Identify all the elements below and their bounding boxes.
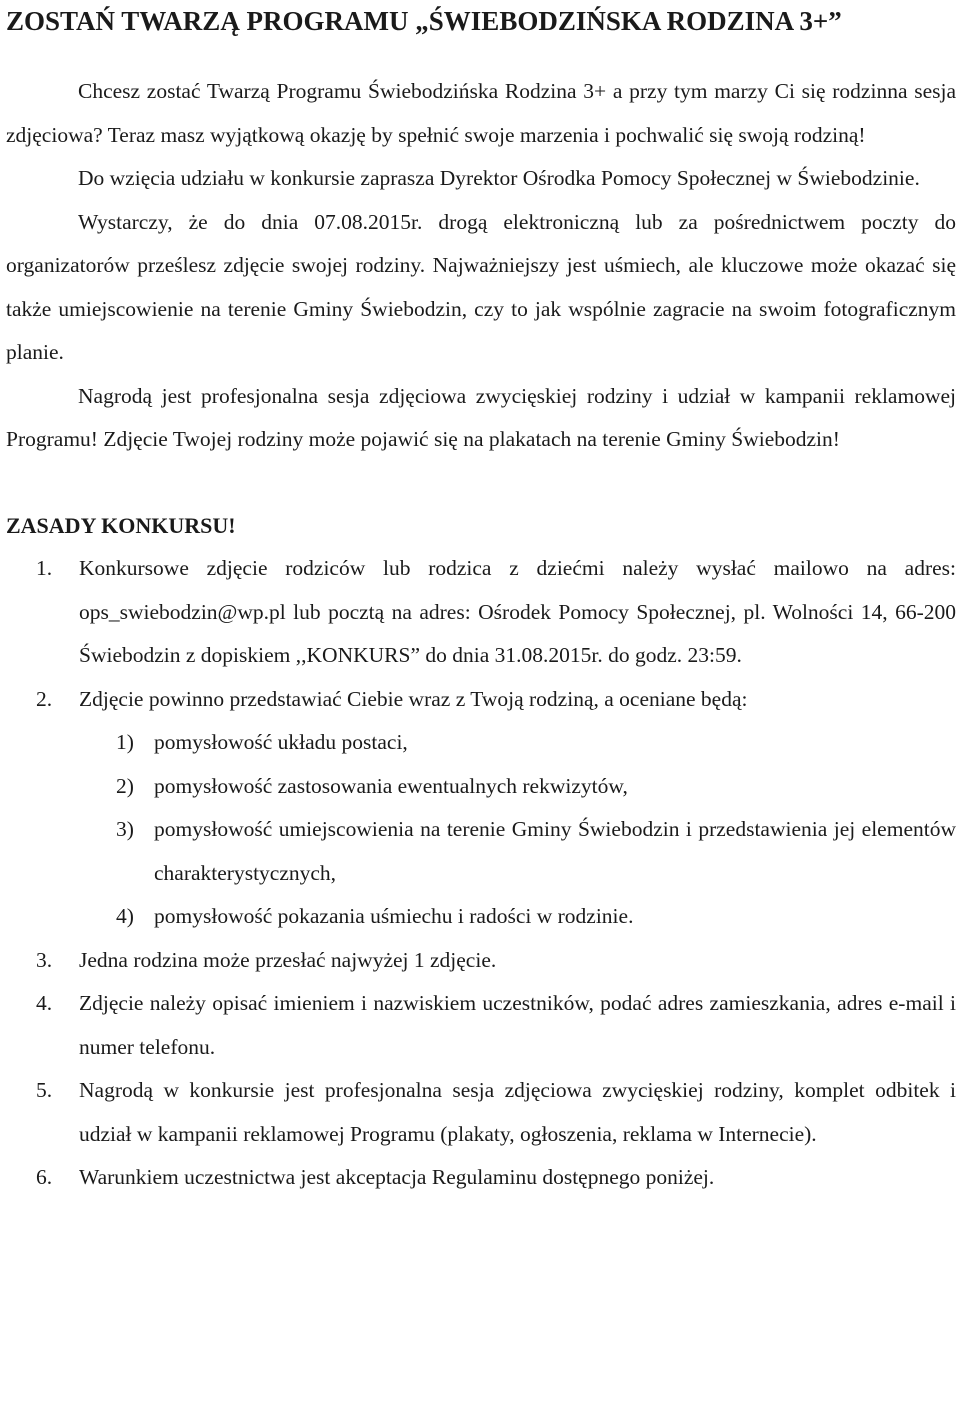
list-item-number: 1.: [36, 556, 53, 580]
list-item: [6, 1069, 956, 1156]
list-item: [6, 1156, 956, 1200]
intro-section: [6, 70, 956, 462]
document-page: [6, 0, 956, 1200]
invitation-paragraph: Do wzięcia udziału w konkursie zaprasza Dyrektor Ośrodka Pomocy Społecznej w Świebodzinie.: [78, 166, 920, 190]
list-item: [6, 982, 956, 1069]
list-item-number: 6.: [36, 1165, 53, 1189]
intro-paragraph: Chcesz zostać Twarzą Programu Świebodzińska Rodzina 3+ a przy tym marzy Ci się rodzinna sesja zdjęciowa? Teraz masz wyjątkową okazję by spełnić swoje marzenia i pochwalić się swoją rodziną!: [6, 79, 956, 147]
rules-list: [6, 547, 956, 1200]
criteria-text: pomysłowość pokazania uśmiechu i radości w rodzinie.: [154, 904, 634, 928]
list-item-text: Zdjęcie należy opisać imieniem i nazwiskiem uczestników, podać adres zamieszkania, adres e-mail i numer telefonu.: [79, 991, 956, 1059]
list-item-text: Nagrodą w konkursie jest profesjonalna sesja zdjęciowa zwycięskiej rodziny, komplet odbitek i udział w kampanii reklamowej Programu (plakaty, ogłoszenia, reklama w Internecie).: [79, 1078, 956, 1146]
list-item: [6, 678, 956, 722]
list-item-text: Zdjęcie powinno przedstawiać Ciebie wraz z Twoją rodziną, a oceniane będą:: [79, 686, 748, 711]
criteria-item: [6, 721, 956, 765]
list-item-number: 2.: [36, 686, 53, 711]
deadline-paragraph: Wystarczy, że do dnia 07.08.2015r. drogą elektroniczną lub za pośrednictwem poczty do organizatorów prześlesz zdjęcie swojej rodziny. Najważniejszy jest uśmiech, ale kluczowe może okazać się także umiejscowienie na terenie Gminy Świebodzin, czy to jak wspólnie zagracie na swoim fotograficznym planie.: [6, 209, 956, 364]
criteria-container: [6, 721, 956, 939]
page-title: ZOSTAŃ TWARZĄ PROGRAMU „ŚWIEBODZIŃSKA RODZINA 3+”: [6, 6, 842, 36]
list-item-number: 4.: [36, 991, 53, 1015]
criteria-list: [6, 721, 956, 939]
criteria-number: 4): [116, 904, 134, 928]
criteria-text: pomysłowość umiejscowienia na terenie Gminy Świebodzin i przedstawienia jej elementów charakterystycznych,: [154, 817, 956, 885]
criteria-text: pomysłowość zastosowania ewentualnych rekwizytów,: [154, 773, 628, 798]
criteria-item: [6, 808, 956, 895]
list-item-text: Jedna rodzina może przesłać najwyżej 1 zdjęcie.: [79, 947, 497, 972]
list-item-number: 5.: [36, 1078, 53, 1102]
criteria-item: [6, 895, 956, 939]
criteria-number: 2): [116, 773, 134, 798]
list-item: [6, 939, 956, 983]
list-item-text: Konkursowe zdjęcie rodziców lub rodzica z dziećmi należy wysłać mailowo na adres: ops_swiebodzin@wp.pl lub pocztą na adres: Ośrodek Pomocy Społecznej, pl. Wolności 14, 66-200 Świebodzin z dopiskiem ,,KONKURS” do dnia 31.08.2015r. do godz. 23:59.: [79, 556, 956, 667]
prize-paragraph: Nagrodą jest profesjonalna sesja zdjęciowa zwycięskiej rodziny i udział w kampanii reklamowej Programu! Zdjęcie Twojej rodziny może pojawić się na plakatach na terenie Gminy Świebodzin!: [6, 383, 956, 451]
criteria-text: pomysłowość układu postaci,: [154, 730, 408, 754]
rules-heading: ZASADY KONKURSU!: [6, 512, 236, 538]
criteria-number: 3): [116, 817, 134, 841]
criteria-item: [6, 765, 956, 809]
criteria-number: 1): [116, 730, 134, 754]
list-item-number: 3.: [36, 947, 53, 972]
list-item: [6, 547, 956, 678]
list-item-text: Warunkiem uczestnictwa jest akceptacja Regulaminu dostępnego poniżej.: [79, 1165, 715, 1189]
